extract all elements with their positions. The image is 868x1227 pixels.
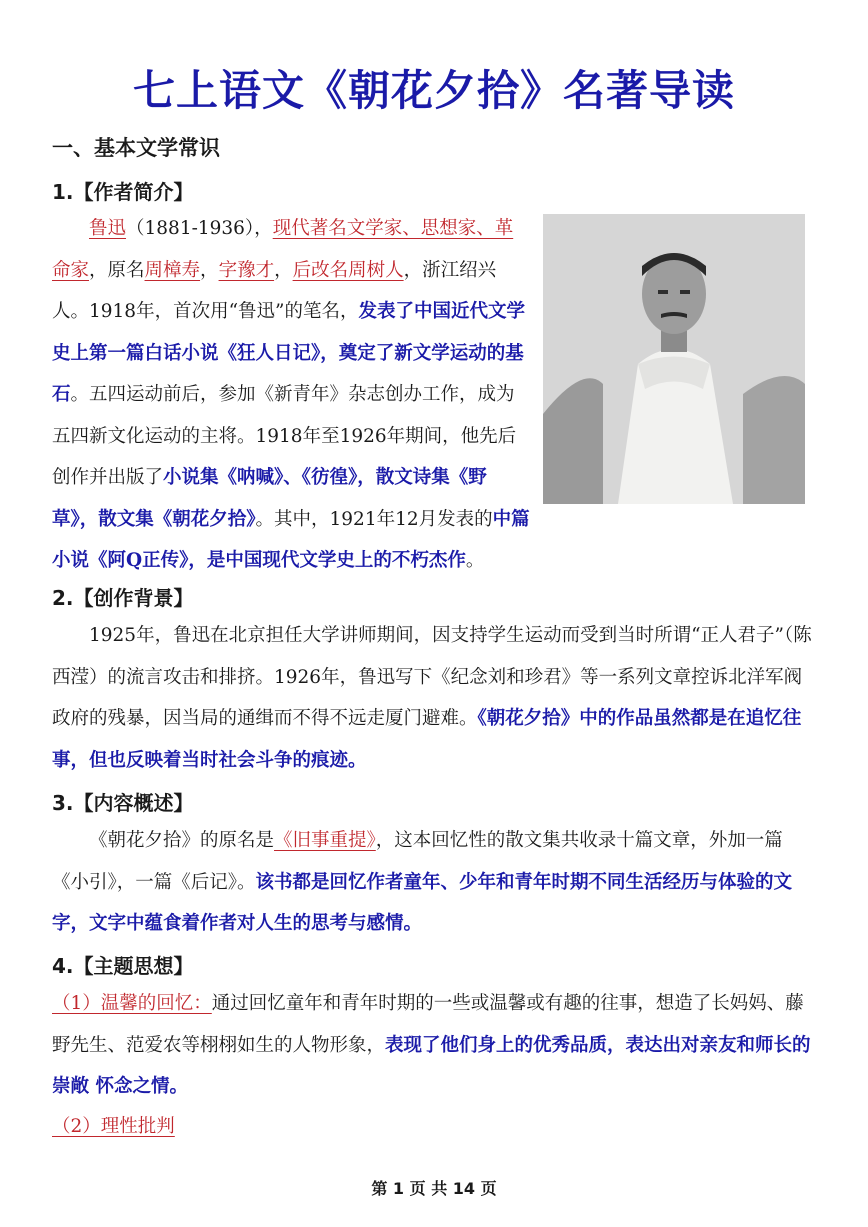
background-paragraph (52, 615, 816, 781)
text-fragment: ， (274, 259, 293, 281)
text-fragment: 《朝花夕拾》的原名是 (89, 830, 275, 851)
original-title: 《旧事重提》 (274, 830, 376, 851)
text-fragment: 。 (465, 550, 485, 571)
theme-paragraph-2 (52, 1106, 816, 1148)
author-highlight-3: 中篇小说《阿Q正传》，是中国现代文学史上的不朽杰作 (52, 508, 530, 571)
author-roles: 现代著名文学家、思想家、革命家 (52, 218, 514, 281)
author-original-name: 周樟寿 (144, 259, 201, 281)
text-fragment: 。五四运动前后，参加《新青年》杂志创办工作，成为五四新文化运动的主将。1918年至1926年期间，他先后创作并出版了 (52, 384, 517, 488)
author-highlight-2: 小说集《呐喊》、《彷徨》，散文诗集《野草》，散文集《朝花夕拾》 (52, 467, 487, 530)
author-courtesy-name: 字豫才 (218, 259, 275, 281)
author-portrait-image (543, 214, 805, 504)
background-heading: 2.【创作背景】 (52, 586, 194, 610)
text-fragment: ，浙江绍兴人。1918年，首次用“鲁迅”的笔名， (52, 259, 497, 322)
author-paragraph-top (52, 208, 530, 582)
summary-highlight: 该书都是回忆作者童年、少年和青年时期不同生活经历与体验的文字，文字中蕴食着作者对人生的思考与感情。 (52, 871, 793, 934)
summary-heading: 3.【内容概述】 (52, 791, 194, 815)
portrait-illustration (543, 214, 805, 504)
page-title: 七上语文《朝花夕拾》名著导读 (132, 66, 735, 115)
text-fragment: 1925年，鲁迅在北京担任大学讲师期间，因支持学生运动而受到当时所谓“正人君子”（陈西滢）的流言攻击和排挤。1926年，鲁迅写下《纪念刘和珍君》等一系列文章控诉北洋军阀政府的残暴，因当局的通缉而不得不远走厦门避难。 (52, 625, 812, 729)
author-years: （1881-1936）， (126, 218, 273, 239)
author-highlight-1: 发表了中国近代文学史上第一篇白话小说《狂人日记》，奠定了新文学运动的基石 (52, 301, 526, 405)
author-heading: 1.【作者简介】 (52, 180, 194, 204)
theme-paragraph-1 (52, 983, 816, 1108)
summary-paragraph (52, 820, 816, 945)
text-fragment: 通过回忆童年和青年时期的一些或温馨或有趣的往事，想造了长妈妈、藤野先生、范爱农等栩栩如生的人物形象， (52, 993, 804, 1056)
page-footer: 第 1 页 共 14 页 (371, 1179, 497, 1198)
theme-item-1-label: （1）温馨的回忆： (52, 993, 212, 1014)
text-fragment: ，原名 (89, 259, 145, 281)
author-name: 鲁迅 (89, 218, 127, 239)
background-highlight: 《朝花夕拾》中的作品虽然都是在追忆往事，但也反映着当时社会斗争的痕迹。 (52, 708, 802, 771)
section-heading-basics: 一、基本文学常识 (52, 136, 220, 160)
theme-item-2-label: （2）理性批判 (52, 1116, 175, 1137)
text-fragment: ，这本回忆性的散文集共收录十篇文章，外加一篇《小引》，一篇《后记》。 (52, 830, 783, 893)
text-fragment: ， (200, 259, 219, 281)
author-rename: 后改名周树人 (292, 259, 404, 281)
text-fragment: 。其中，1921年12月发表的 (255, 508, 493, 530)
theme-highlight: 表现了他们身上的优秀品质，表达出对亲友和师长的崇敞 怀念之情。 (52, 1034, 811, 1097)
theme-heading: 4.【主题思想】 (52, 954, 194, 978)
